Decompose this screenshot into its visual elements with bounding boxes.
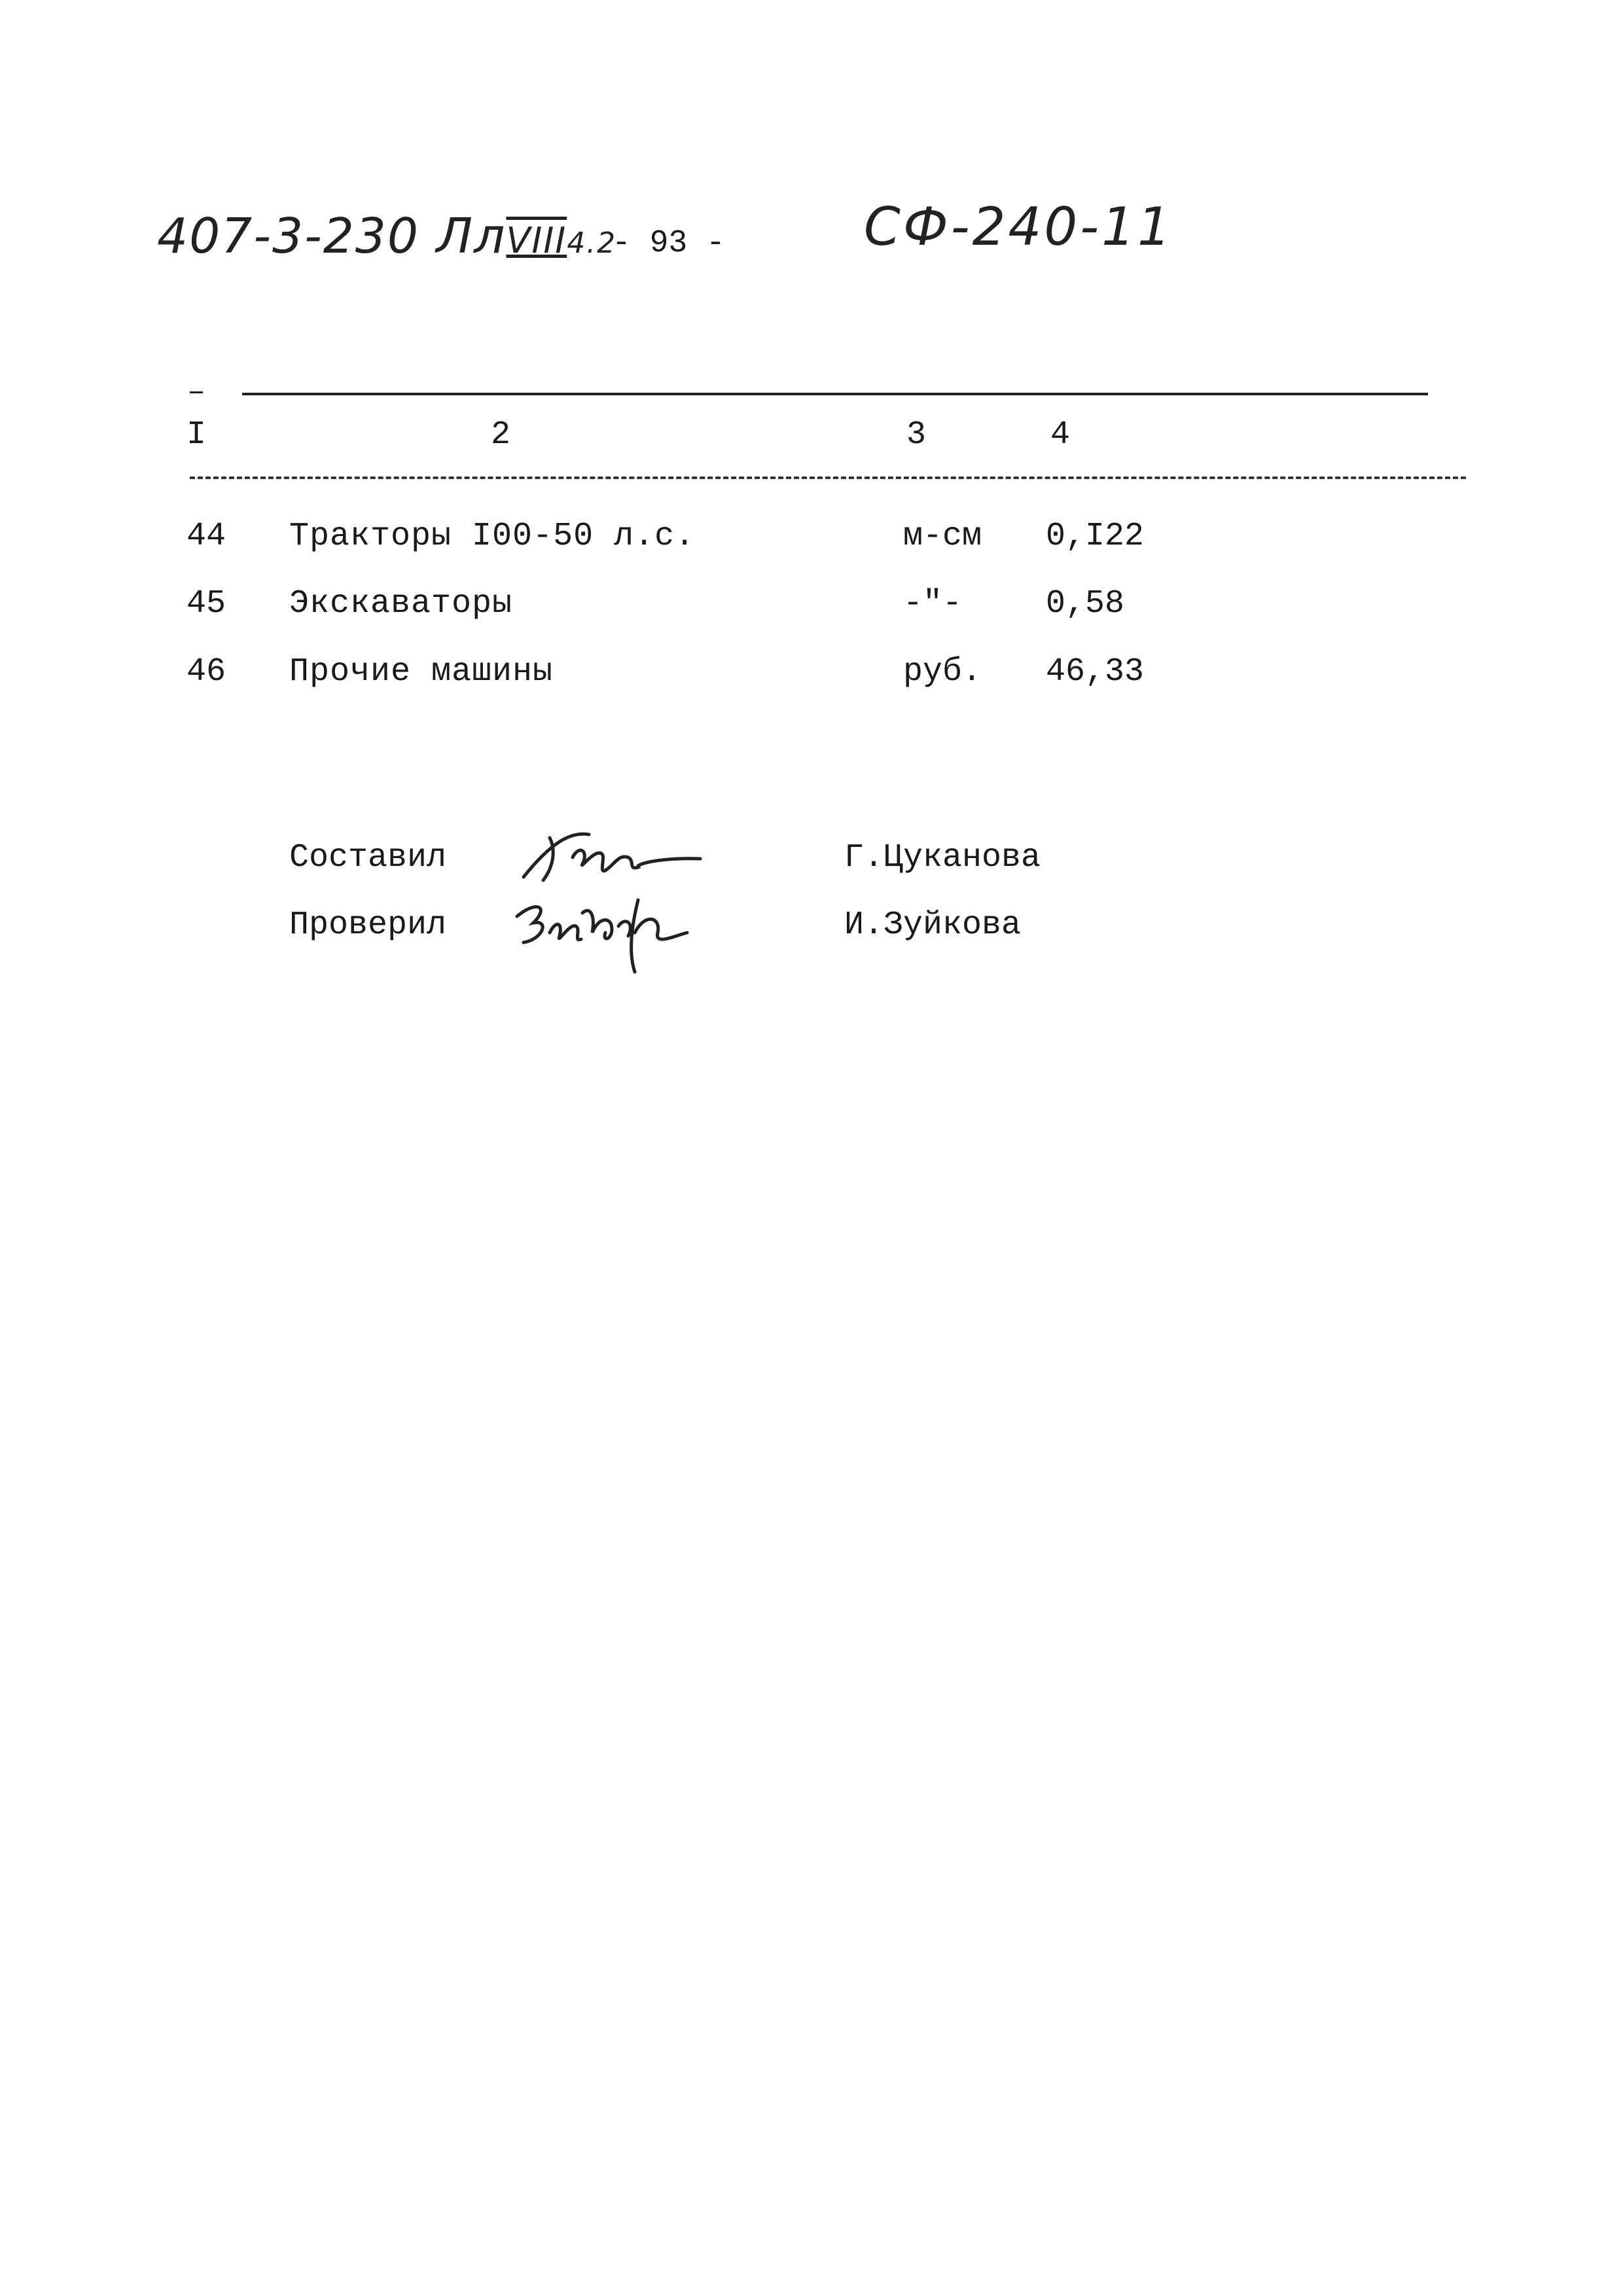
table-row-value: 0,58 [1046,585,1125,622]
table-row-number: 44 [187,518,226,555]
table-row-number: 46 [187,653,226,691]
column-header-3: 3 [906,416,927,454]
table-header-rule [190,476,1466,479]
page-number: - 93 - [612,226,725,261]
table-row-value: 0,I22 [1046,518,1145,555]
checked-by-label: Проверил [289,906,447,944]
document-sheet: VIII [506,220,567,261]
compiled-by-label: Составил [289,839,447,876]
signature-checked-by [504,887,713,978]
table-row-name: Тракторы I00-50 л.с. [289,518,696,555]
compiled-by-name: Г.Цуканова [844,839,1041,876]
table-row-unit: -"- [903,585,963,622]
table-row-number: 45 [187,585,226,622]
document-part: 4.2 [567,226,617,260]
signature-compiled-by [510,818,720,890]
document-code-number: 407-3-230 [157,208,419,264]
document-code [157,208,616,264]
table-row-value: 46,33 [1046,653,1145,691]
table-row-name: Прочие машины [289,653,554,691]
document-sheet-prefix: Лл [436,208,507,264]
column-header-2: 2 [491,416,512,454]
column-header-1: I [187,416,207,454]
table-top-rule [242,393,1428,395]
table-row-name: Экскаваторы [289,585,513,622]
table-top-rule-stub [190,391,203,393]
column-header-4: 4 [1050,416,1071,454]
table-row-unit: руб. [903,653,982,691]
table-row-unit: м-см [903,518,982,555]
checked-by-name: И.Зуйкова [844,906,1022,944]
series-code: СФ-240-11 [864,196,1173,257]
